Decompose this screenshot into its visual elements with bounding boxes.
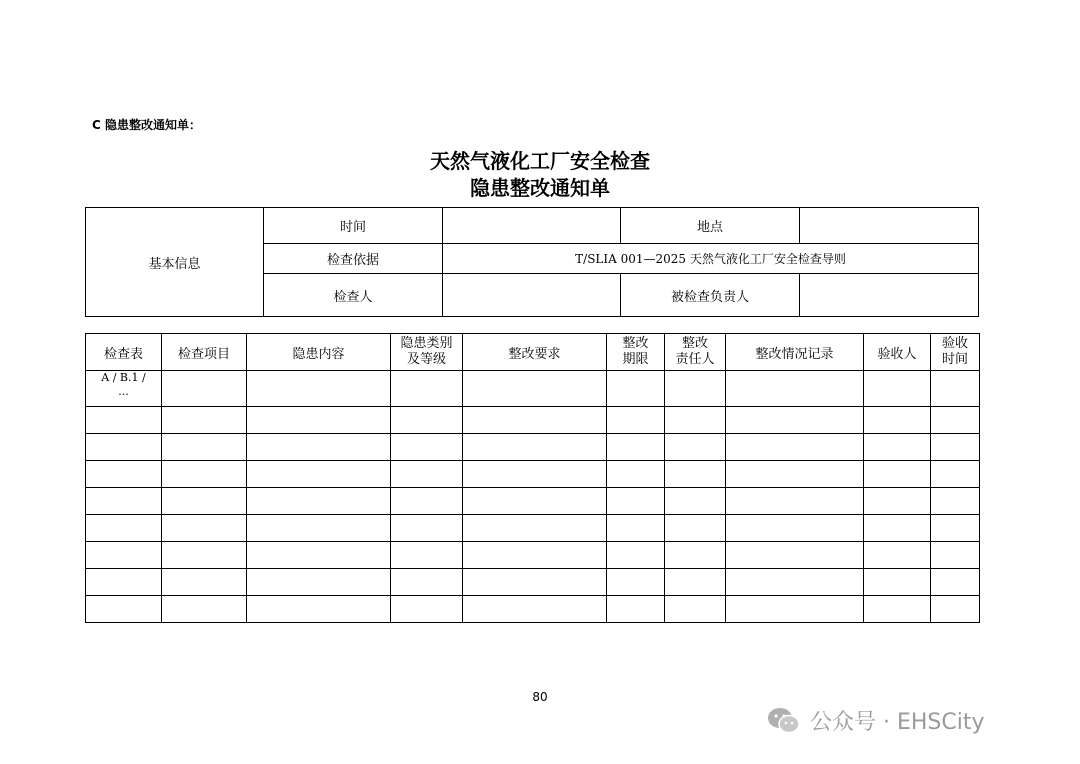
table-cell[interactable] xyxy=(463,488,607,515)
table-cell[interactable] xyxy=(391,461,463,488)
table-cell[interactable] xyxy=(162,434,247,461)
table-cell[interactable] xyxy=(463,434,607,461)
time-value[interactable] xyxy=(443,208,621,244)
table-cell[interactable] xyxy=(607,371,665,407)
table-cell[interactable] xyxy=(162,488,247,515)
table-row xyxy=(86,461,980,488)
table-cell[interactable] xyxy=(463,569,607,596)
table-cell[interactable] xyxy=(162,515,247,542)
table-row xyxy=(86,371,980,407)
time-label: 时间 xyxy=(264,208,443,244)
table-cell[interactable] xyxy=(463,515,607,542)
column-header: 验收人 xyxy=(864,334,931,371)
column-header: 整改要求 xyxy=(463,334,607,371)
column-header: 隐患类别 及等级 xyxy=(391,334,463,371)
column-header: 隐患内容 xyxy=(247,334,391,371)
table-cell[interactable] xyxy=(162,569,247,596)
table-cell[interactable] xyxy=(931,515,980,542)
table-cell[interactable] xyxy=(391,515,463,542)
table-cell[interactable] xyxy=(162,461,247,488)
table-cell[interactable] xyxy=(247,596,391,623)
table-cell[interactable] xyxy=(162,542,247,569)
table-cell[interactable] xyxy=(665,542,726,569)
table-cell[interactable] xyxy=(607,515,665,542)
table-cell[interactable] xyxy=(391,569,463,596)
watermark-text: 公众号 · EHSCity xyxy=(810,710,985,735)
table-cell[interactable] xyxy=(665,434,726,461)
table-row xyxy=(86,569,980,596)
basis-value: T/SLIA 001—2025 天然气液化工厂安全检查导则 xyxy=(443,244,979,274)
table-cell[interactable] xyxy=(86,596,162,623)
table-cell[interactable] xyxy=(607,569,665,596)
table-cell[interactable] xyxy=(247,488,391,515)
table-cell[interactable] xyxy=(86,542,162,569)
table-cell[interactable] xyxy=(86,569,162,596)
basic-info-table xyxy=(85,207,979,317)
table-cell[interactable] xyxy=(391,488,463,515)
table-cell[interactable] xyxy=(726,461,864,488)
table-cell[interactable] xyxy=(726,407,864,434)
inspectee-value[interactable] xyxy=(800,274,979,317)
column-header: 检查表 xyxy=(86,334,162,371)
table-row xyxy=(86,488,980,515)
table-cell[interactable] xyxy=(247,461,391,488)
table-cell[interactable] xyxy=(162,407,247,434)
basis-label: 检查依据 xyxy=(264,244,443,274)
table-cell[interactable] xyxy=(463,461,607,488)
table-cell[interactable] xyxy=(247,542,391,569)
table-cell[interactable] xyxy=(864,542,931,569)
table-cell[interactable] xyxy=(463,542,607,569)
table-cell[interactable] xyxy=(726,542,864,569)
table-cell[interactable] xyxy=(247,569,391,596)
table-cell[interactable] xyxy=(391,542,463,569)
table-cell[interactable] xyxy=(931,371,980,407)
table-cell[interactable] xyxy=(665,488,726,515)
table-row xyxy=(86,407,980,434)
table-cell[interactable] xyxy=(86,488,162,515)
table-cell[interactable] xyxy=(665,515,726,542)
table-cell[interactable] xyxy=(607,488,665,515)
table-cell[interactable] xyxy=(86,515,162,542)
table-cell[interactable] xyxy=(463,596,607,623)
column-header: 整改情况记录 xyxy=(726,334,864,371)
table-cell[interactable] xyxy=(726,569,864,596)
location-value[interactable] xyxy=(800,208,979,244)
table-cell[interactable] xyxy=(247,371,391,407)
table-cell[interactable] xyxy=(607,542,665,569)
table-cell[interactable] xyxy=(864,371,931,407)
section-label: C 隐患整改通知单： xyxy=(92,118,201,132)
table-cell[interactable] xyxy=(391,596,463,623)
table-cell[interactable] xyxy=(665,569,726,596)
table-cell[interactable] xyxy=(247,515,391,542)
table-cell[interactable] xyxy=(463,371,607,407)
table-cell[interactable] xyxy=(864,461,931,488)
inspectee-label: 被检查负责人 xyxy=(621,274,800,317)
table-cell[interactable] xyxy=(86,461,162,488)
table-cell[interactable] xyxy=(391,434,463,461)
column-header: 验收 时间 xyxy=(931,334,980,371)
table-cell[interactable] xyxy=(931,461,980,488)
table-row xyxy=(86,596,980,623)
table-cell[interactable] xyxy=(607,407,665,434)
table-cell[interactable] xyxy=(931,569,980,596)
watermark xyxy=(766,705,985,736)
basic-info-label: 基本信息 xyxy=(86,208,264,317)
table-row xyxy=(86,515,980,542)
table-cell[interactable] xyxy=(726,371,864,407)
table-cell[interactable] xyxy=(607,461,665,488)
table-cell[interactable] xyxy=(864,407,931,434)
table-cell[interactable] xyxy=(391,407,463,434)
table-cell[interactable] xyxy=(607,434,665,461)
column-header: 整改 责任人 xyxy=(665,334,726,371)
table-row xyxy=(86,434,980,461)
table-cell[interactable] xyxy=(931,488,980,515)
table-cell[interactable] xyxy=(665,371,726,407)
page-number: 80 xyxy=(532,690,548,704)
checklist-ref-cell[interactable]: A / B.1 / ... xyxy=(86,371,162,407)
column-header: 检查项目 xyxy=(162,334,247,371)
column-header: 整改 期限 xyxy=(607,334,665,371)
location-label: 地点 xyxy=(621,208,800,244)
table-cell[interactable] xyxy=(463,407,607,434)
table-cell[interactable] xyxy=(931,542,980,569)
table-cell[interactable] xyxy=(726,434,864,461)
table-cell[interactable] xyxy=(931,596,980,623)
table-cell[interactable] xyxy=(607,596,665,623)
table-cell[interactable] xyxy=(726,596,864,623)
inspector-label: 检查人 xyxy=(264,274,443,317)
table-header-row xyxy=(86,334,980,371)
table-cell[interactable] xyxy=(726,515,864,542)
inspector-value[interactable] xyxy=(443,274,621,317)
table-cell[interactable] xyxy=(162,371,247,407)
table-cell[interactable] xyxy=(665,407,726,434)
table-row xyxy=(86,542,980,569)
table-cell[interactable] xyxy=(86,434,162,461)
document-title-line2: 隐患整改通知单 xyxy=(470,176,610,200)
wechat-icon xyxy=(766,706,802,736)
table-cell[interactable] xyxy=(931,434,980,461)
table-cell[interactable] xyxy=(247,434,391,461)
table-cell[interactable] xyxy=(864,515,931,542)
table-cell[interactable] xyxy=(162,596,247,623)
table-cell[interactable] xyxy=(864,596,931,623)
table-cell[interactable] xyxy=(726,488,864,515)
table-cell[interactable] xyxy=(864,569,931,596)
table-cell[interactable] xyxy=(665,461,726,488)
table-cell[interactable] xyxy=(931,407,980,434)
table-cell[interactable] xyxy=(864,434,931,461)
table-cell[interactable] xyxy=(665,596,726,623)
hazard-rectification-table xyxy=(85,333,980,623)
document-title-line1: 天然气液化工厂安全检查 xyxy=(430,149,650,173)
table-cell[interactable] xyxy=(391,371,463,407)
table-cell[interactable] xyxy=(864,488,931,515)
table-cell[interactable] xyxy=(86,407,162,434)
table-cell[interactable] xyxy=(247,407,391,434)
